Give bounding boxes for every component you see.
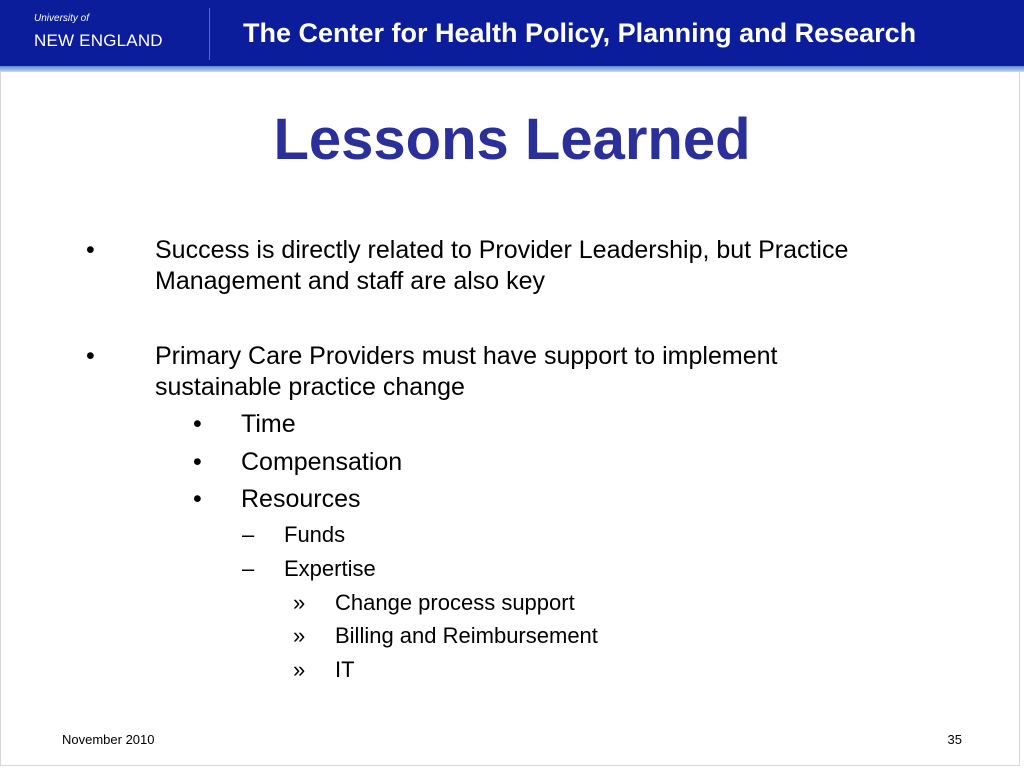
level-4-bullet-label: Change process support xyxy=(335,590,575,615)
center-title: The Center for Health Policy, Planning and Research xyxy=(243,18,917,48)
university-of-label: University of xyxy=(34,13,90,24)
bullet-2-line-2: sustainable practice change xyxy=(155,373,465,401)
level-4-bullet-label: IT xyxy=(335,657,355,682)
university-name-logo: NEW ENGLAND xyxy=(34,31,163,50)
sub-bullet-label: Time xyxy=(241,410,296,438)
footer-date: November 2010 xyxy=(62,732,155,747)
guillemet-symbol: » xyxy=(293,623,306,648)
sub-bullet-label: Resources xyxy=(241,485,361,513)
guillemet-symbol: » xyxy=(293,590,306,615)
header-divider xyxy=(209,8,210,60)
bullet-symbol: • xyxy=(86,236,95,264)
sub-bullet-label: Compensation xyxy=(241,448,403,476)
sub-sub-bullet-label: Expertise xyxy=(284,556,376,581)
bullet-symbol: • xyxy=(86,342,95,370)
dash-symbol: – xyxy=(242,556,255,581)
bullet-symbol: • xyxy=(193,485,202,513)
bullet-symbol: • xyxy=(193,410,202,438)
slide-title: Lessons Learned xyxy=(273,107,751,172)
level-4-bullet-label: Billing and Reimbursement xyxy=(335,623,598,648)
sub-sub-bullet-label: Funds xyxy=(284,522,346,547)
guillemet-symbol: » xyxy=(293,657,306,682)
bullet-1-line-1: Success is directly related to Provider Leadership, but Practice xyxy=(155,236,849,264)
slide-frame xyxy=(0,72,1020,766)
bullet-2-line-1: Primary Care Providers must have support to implement xyxy=(155,342,778,370)
header-banner xyxy=(0,0,1024,68)
bullet-symbol: • xyxy=(193,448,202,476)
page-number: 35 xyxy=(947,732,962,747)
dash-symbol: – xyxy=(242,522,255,547)
bullet-1-line-2: Management and staff are also key xyxy=(155,267,546,295)
